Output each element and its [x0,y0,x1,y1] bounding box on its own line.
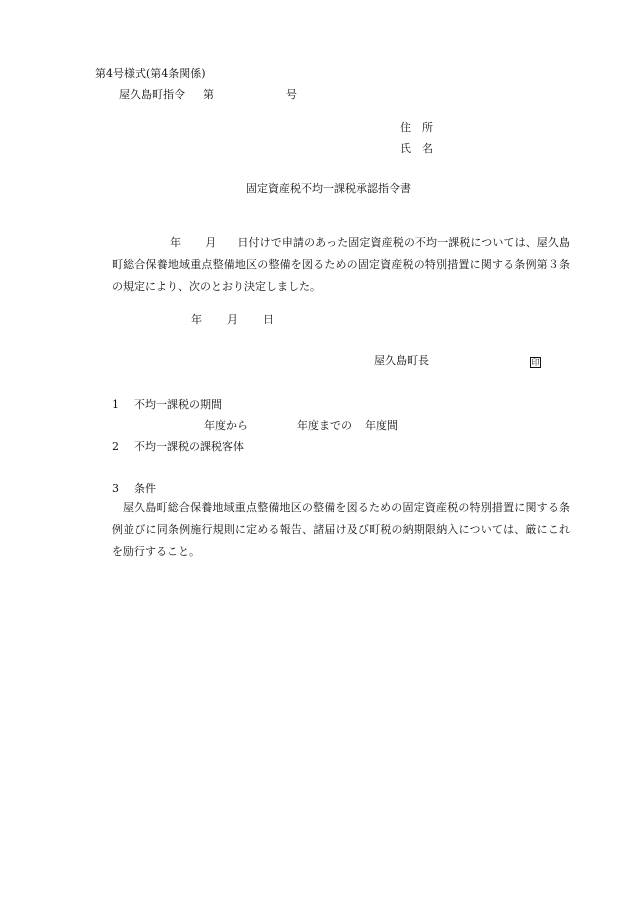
issuer-label: 屋久島町長 [374,354,429,367]
period-years: 年度間 [365,419,398,432]
period-until: 年度までの [297,419,352,432]
address-label: 住 所 [400,121,433,134]
form-label: 第4号様式(第4条関係) [95,67,206,80]
seal-icon: 印 [531,358,540,367]
ref-dai: 第 [203,88,214,101]
section-2-num: 2 [112,440,119,453]
section-2-label: 不均一課税の課税客体 [134,440,244,453]
period-from: 年度から [204,419,248,432]
intro-month: 月 [205,236,217,249]
intro-body: 日付けで申請のあった固定資産税の不均一課税については、屋久島町総合保養地域重点整備地区の整備を図るための固定資産税の特別措置に関する条例第３条の規定により、次のとおり決定しました。 [112,236,571,293]
intro-year: 年 [170,236,182,249]
section-1-num: 1 [112,398,119,411]
name-label: 氏 名 [400,142,433,155]
date-month: 月 [227,313,238,326]
date-day: 日 [263,313,274,326]
conditions-paragraph: 屋久島町総合保養地域重点整備地区の整備を図るための固定資産税の特別措置に関する条例並びに同条例施行規則に定める報告、諸届け及び町税の納期限納入については、厳にこれを励行すること。 [112,501,570,558]
section-3-num: 3 [112,482,119,495]
section-1-label: 不均一課税の期間 [134,398,222,411]
date-year: 年 [191,313,202,326]
ref-go: 号 [286,88,297,101]
document-title: 固定資産税不均一課税承認指令書 [246,182,411,195]
ref-prefix: 屋久島町指令 [119,88,185,101]
section-3-label: 条件 [134,482,156,495]
intro-paragraph [112,232,570,298]
